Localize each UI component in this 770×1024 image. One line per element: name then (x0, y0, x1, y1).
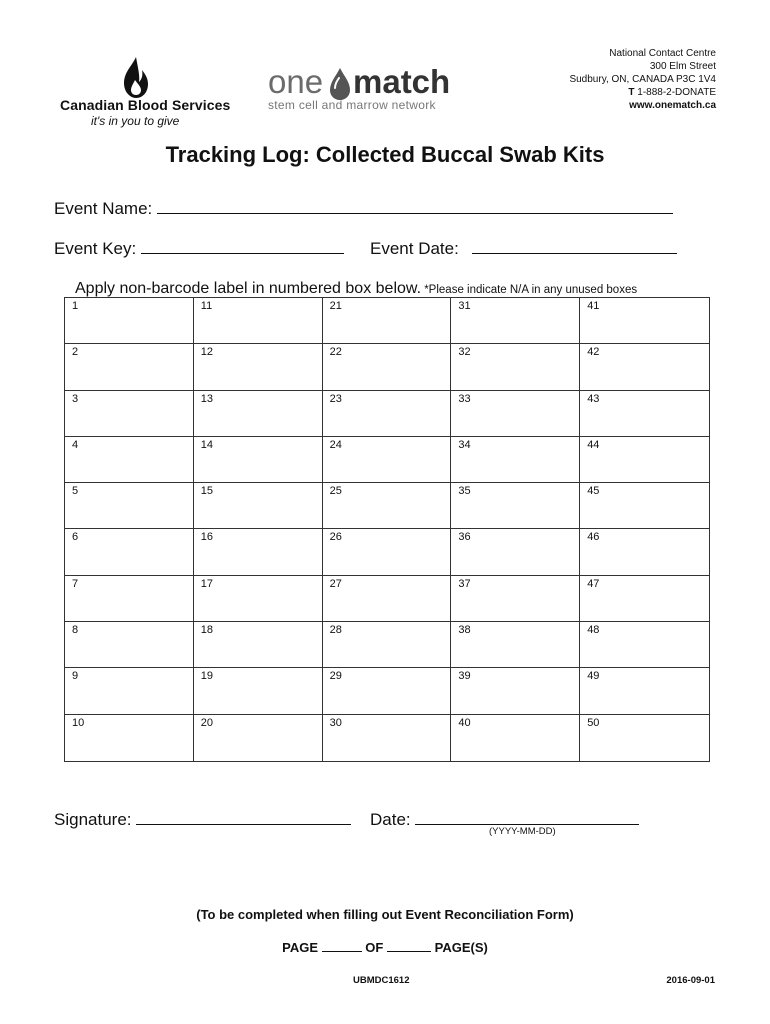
label-box[interactable]: 5 (65, 483, 194, 529)
contact-centre: National Contact Centre (609, 48, 716, 59)
label-box[interactable]: 11 (194, 298, 323, 344)
label-box[interactable]: 37 (451, 576, 580, 622)
contact-block (569, 47, 716, 112)
phone-number: 1-888-2-DONATE (634, 87, 716, 98)
event-date-line[interactable] (472, 237, 677, 254)
event-key-line[interactable] (141, 237, 344, 254)
label-box[interactable]: 45 (580, 483, 709, 529)
event-name-line[interactable] (157, 197, 673, 214)
cbs-logo-tagline: it's in you to give (91, 114, 180, 128)
label-box[interactable]: 42 (580, 344, 709, 390)
label-box[interactable]: 40 (451, 715, 580, 761)
pages-label: PAGE(S) (434, 940, 488, 955)
contact-city: Sudbury, ON, CANADA P3C 1V4 (569, 74, 716, 85)
label-box[interactable]: 9 (65, 668, 194, 714)
label-box[interactable]: 47 (580, 576, 709, 622)
label-box[interactable]: 3 (65, 391, 194, 437)
blood-drop-flame-icon (118, 56, 154, 100)
label-box[interactable]: 33 (451, 391, 580, 437)
contact-website: www.onematch.ca (629, 100, 716, 111)
label-box[interactable]: 24 (323, 437, 452, 483)
label-box[interactable]: 32 (451, 344, 580, 390)
label-box[interactable]: 20 (194, 715, 323, 761)
label-box[interactable]: 49 (580, 668, 709, 714)
label-box[interactable]: 39 (451, 668, 580, 714)
label-box[interactable]: 28 (323, 622, 452, 668)
phone-prefix: T (628, 87, 635, 98)
label-box[interactable]: 50 (587, 716, 600, 729)
label-box[interactable]: 29 (323, 668, 452, 714)
label-box-grid (64, 297, 710, 762)
label-box[interactable]: 38 (451, 622, 580, 668)
contact-street: 300 Elm Street (649, 61, 716, 72)
label-box[interactable]: 36 (451, 529, 580, 575)
page-number-line[interactable] (322, 940, 362, 952)
label-box[interactable]: 30 (323, 715, 452, 761)
event-key-label: Event Key: (54, 239, 137, 258)
onematch-logo-subtitle: stem cell and marrow network (268, 98, 436, 112)
label-box[interactable]: 4 (65, 437, 194, 483)
page-title: Tracking Log: Collected Buccal Swab Kits (165, 142, 605, 167)
cbs-logo-name: Canadian Blood Services (60, 97, 231, 113)
event-name-label: Event Name: (54, 199, 153, 218)
page-total-line[interactable] (387, 940, 431, 952)
label-box[interactable]: 18 (194, 622, 323, 668)
label-box[interactable]: 2 (65, 344, 194, 390)
label-box[interactable]: 25 (323, 483, 452, 529)
label-box[interactable]: 46 (580, 529, 709, 575)
signature-field (54, 808, 351, 830)
label-box[interactable]: 19 (194, 668, 323, 714)
signature-line[interactable] (136, 808, 351, 825)
label-box[interactable]: 21 (323, 298, 452, 344)
label-box[interactable]: 43 (580, 391, 709, 437)
date-format-hint: (YYYY-MM-DD) (489, 826, 556, 837)
label-box[interactable]: 22 (323, 344, 452, 390)
label-box[interactable]: 6 (65, 529, 194, 575)
label-box[interactable]: 8 (65, 622, 194, 668)
completion-note: (To be completed when filling out Event Reconciliation Form) (196, 907, 574, 922)
label-box[interactable]: 17 (194, 576, 323, 622)
event-date-field (370, 237, 677, 259)
onematch-logo-match: match (353, 63, 451, 100)
page-count-line (0, 940, 770, 955)
instruction-main: Apply non-barcode label in numbered box below. (75, 280, 422, 297)
label-box[interactable]: 12 (194, 344, 323, 390)
label-box[interactable]: 15 (194, 483, 323, 529)
event-date-label: Event Date: (370, 239, 459, 258)
onematch-logo-one: one (268, 63, 324, 100)
label-box[interactable]: 14 (194, 437, 323, 483)
instruction-note: *Please indicate N/A in any unused boxes (421, 284, 638, 296)
event-name-field (54, 197, 673, 219)
form-revision-date: 2016-09-01 (666, 975, 715, 986)
form-code: UBMDC1612 (353, 975, 410, 986)
event-key-field (54, 237, 344, 259)
label-box[interactable]: 1 (65, 298, 194, 344)
label-box[interactable]: 48 (580, 622, 709, 668)
contact-phone (569, 86, 716, 99)
label-box[interactable]: 44 (580, 437, 709, 483)
label-box[interactable]: 26 (323, 529, 452, 575)
label-box[interactable]: 34 (451, 437, 580, 483)
of-label: OF (365, 940, 384, 955)
label-box[interactable]: 41 (580, 298, 709, 344)
label-box[interactable]: 35 (451, 483, 580, 529)
label-box[interactable]: 7 (65, 576, 194, 622)
signature-label: Signature: (54, 810, 132, 829)
page-label: PAGE (282, 940, 319, 955)
label-box[interactable]: 27 (323, 576, 452, 622)
date-label: Date: (370, 810, 411, 829)
label-box[interactable]: 23 (323, 391, 452, 437)
label-instruction (75, 280, 637, 298)
label-box[interactable]: 31 (451, 298, 580, 344)
label-box[interactable]: 13 (194, 391, 323, 437)
droplet-icon (326, 66, 354, 102)
date-line[interactable] (415, 808, 639, 825)
label-box[interactable]: 10 (65, 715, 194, 761)
label-box[interactable]: 16 (194, 529, 323, 575)
